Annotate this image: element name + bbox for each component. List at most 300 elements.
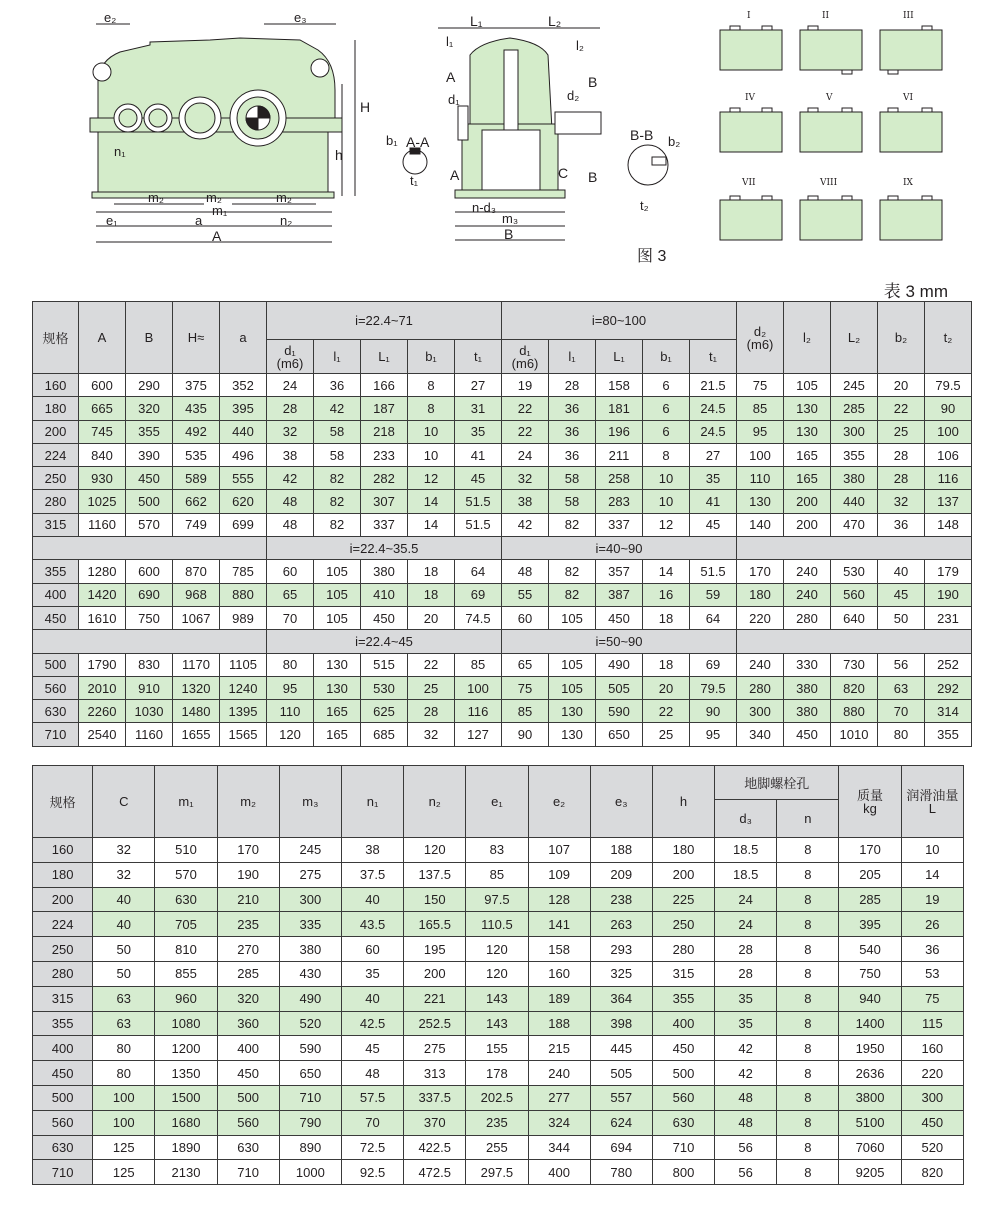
table-cell: 75: [737, 374, 784, 397]
table-cell: 8: [777, 912, 839, 937]
table-row: [33, 467, 972, 490]
table-cell: 6: [643, 397, 690, 420]
table-cell: 36: [314, 374, 361, 397]
header-b2: b₂: [878, 302, 925, 374]
table-cell: 330: [784, 653, 831, 676]
table-cell: 85: [737, 397, 784, 420]
table-cell: 82: [549, 513, 596, 536]
table-cell: 85: [502, 700, 549, 723]
range-header-blank: [737, 630, 972, 653]
table-cell: 82: [549, 583, 596, 606]
table-cell: 364: [590, 986, 652, 1011]
table-cell: 75: [502, 676, 549, 699]
table-cell: 10: [643, 490, 690, 513]
table-cell: 165: [314, 700, 361, 723]
table-cell: 116: [455, 700, 502, 723]
table-cell: 285: [217, 961, 279, 986]
table-cell: 730: [831, 653, 878, 676]
gearbox-drawings: [0, 0, 1000, 272]
table-row: [33, 1036, 964, 1061]
table-cell: 130: [784, 397, 831, 420]
table-cell: 63: [878, 676, 925, 699]
table-cell: 557: [590, 1085, 652, 1110]
range-header-2: i=50~90: [502, 630, 737, 653]
table-row: [33, 420, 972, 443]
dimensions-table-1: [32, 301, 972, 747]
table-cell: 6: [643, 374, 690, 397]
table-cell: 105: [549, 653, 596, 676]
table-cell: 42: [267, 467, 314, 490]
arrangement-V: [800, 93, 862, 152]
table-cell: 440: [220, 420, 267, 443]
table-cell: 56: [878, 653, 925, 676]
header-t1-r2: t₁: [690, 340, 737, 374]
table-cell: 870: [173, 560, 220, 583]
table-cell: 115: [901, 1011, 963, 1036]
table-cell: 422.5: [404, 1135, 466, 1160]
table-cell: 375: [173, 374, 220, 397]
table-cell: 450: [596, 606, 643, 629]
table-cell: 340: [737, 723, 784, 746]
table-cell: 130: [549, 723, 596, 746]
table-cell: 69: [690, 653, 737, 676]
label-B: B: [504, 226, 514, 242]
table-cell: 18: [408, 583, 455, 606]
table-cell: 48: [341, 1061, 403, 1086]
table-cell: 105: [784, 374, 831, 397]
table-cell: 490: [596, 653, 643, 676]
table-cell: 120: [466, 961, 528, 986]
table-cell: 45: [455, 467, 502, 490]
table-cell: 300: [279, 887, 341, 912]
table-cell: 555: [220, 467, 267, 490]
table-cell: 352: [220, 374, 267, 397]
table-cell: 95: [737, 420, 784, 443]
header-l2: l₂: [784, 302, 831, 374]
header-d3: d₃: [715, 800, 777, 838]
table-cell: 90: [690, 700, 737, 723]
header-d2: d₂ (m6): [737, 302, 784, 374]
table-cell: 505: [596, 676, 643, 699]
table-cell: 280: [652, 937, 714, 962]
table-cell: 337: [596, 513, 643, 536]
table-cell: 275: [279, 862, 341, 887]
table-cell: 80: [267, 653, 314, 676]
table-cell: 625: [361, 700, 408, 723]
table-row: [33, 653, 972, 676]
table-cell: 200: [784, 490, 831, 513]
table-cell: 989: [220, 606, 267, 629]
table-cell: 143: [466, 986, 528, 1011]
table-cell: 19: [502, 374, 549, 397]
table-cell: 105: [549, 676, 596, 699]
table-cell: 27: [690, 443, 737, 466]
table-row: [33, 887, 964, 912]
table-cell: 26: [901, 912, 963, 937]
table-cell: 205: [839, 862, 901, 887]
table-cell: 450: [361, 606, 408, 629]
table-cell: 749: [173, 513, 220, 536]
table-cell: 1565: [220, 723, 267, 746]
table-cell: 2540: [79, 723, 126, 746]
table-cell: 240: [784, 583, 831, 606]
table-row: [33, 961, 964, 986]
table-cell: 31: [455, 397, 502, 420]
label-n2: n₂: [280, 213, 293, 228]
table-cell: 620: [220, 490, 267, 513]
label-A-dim: A: [212, 228, 222, 244]
arrangement-IX: [880, 178, 942, 240]
table-cell: 22: [643, 700, 690, 723]
table-cell: 48: [715, 1085, 777, 1110]
table-cell: 235: [217, 912, 279, 937]
table-cell: 22: [878, 397, 925, 420]
side-view-drawing: [403, 28, 668, 240]
table-cell: 79.5: [690, 676, 737, 699]
table-cell: 50: [93, 937, 155, 962]
table-row: [33, 700, 972, 723]
table-cell: 245: [279, 838, 341, 863]
table-cell: 51.5: [690, 560, 737, 583]
header-n1: n₁: [341, 766, 403, 838]
header-h: h: [652, 766, 714, 838]
table-cell: 355: [652, 986, 714, 1011]
label-e3: e₃: [294, 10, 307, 25]
svg-text:V: V: [826, 93, 833, 103]
table-cell: 82: [314, 513, 361, 536]
table-cell: 300: [831, 420, 878, 443]
table-cell: 890: [279, 1135, 341, 1160]
table-cell: 85: [455, 653, 502, 676]
table-cell: 395: [839, 912, 901, 937]
table-cell: 8: [777, 1011, 839, 1036]
table-cell: 105: [314, 560, 361, 583]
arrangement-VII: [720, 178, 782, 240]
spec-cell: 355: [33, 1011, 93, 1036]
header-mass: 质量 kg: [839, 766, 901, 838]
label-n1: n₁: [114, 144, 126, 159]
svg-text:IX: IX: [903, 178, 913, 188]
spec-cell: 180: [33, 862, 93, 887]
table-cell: 72.5: [341, 1135, 403, 1160]
table-cell: 220: [737, 606, 784, 629]
header-b1-r2: b₁: [643, 340, 690, 374]
table-cell: 141: [528, 912, 590, 937]
table-cell: 195: [404, 937, 466, 962]
table-cell: 221: [404, 986, 466, 1011]
table-cell: 24: [715, 912, 777, 937]
table-cell: 324: [528, 1110, 590, 1135]
table-cell: 48: [502, 560, 549, 583]
spec-cell: 630: [33, 700, 79, 723]
table-cell: 250: [652, 912, 714, 937]
table-cell: 630: [155, 887, 217, 912]
table-cell: 58: [549, 490, 596, 513]
table-cell: 148: [925, 513, 972, 536]
table-cell: 48: [267, 513, 314, 536]
table-cell: 750: [126, 606, 173, 629]
table-cell: 390: [126, 443, 173, 466]
table-cell: 6: [643, 420, 690, 443]
table-cell: 435: [173, 397, 220, 420]
table-cell: 285: [831, 397, 878, 420]
table-cell: 694: [590, 1135, 652, 1160]
label-H: H: [360, 99, 371, 115]
table-cell: 79.5: [925, 374, 972, 397]
table-cell: 960: [155, 986, 217, 1011]
figure-caption: 图 3: [637, 248, 667, 265]
table-cell: 940: [839, 986, 901, 1011]
table-cell: 8: [777, 937, 839, 962]
table-cell: 90: [925, 397, 972, 420]
header-H: H≈: [173, 302, 220, 374]
table-cell: 790: [279, 1110, 341, 1135]
header-m1: m₁: [155, 766, 217, 838]
table-cell: 750: [839, 961, 901, 986]
table-cell: 570: [155, 862, 217, 887]
table-cell: 220: [901, 1061, 963, 1086]
table-cell: 25: [878, 420, 925, 443]
table-cell: 38: [267, 443, 314, 466]
table-cell: 105: [549, 606, 596, 629]
table-cell: 130: [314, 653, 361, 676]
table-cell: 170: [839, 838, 901, 863]
table-cell: 165: [784, 467, 831, 490]
label-B-upper: B: [588, 74, 598, 90]
table-cell: 170: [217, 838, 279, 863]
table-cell: 200: [784, 513, 831, 536]
spec-cell: 450: [33, 1061, 93, 1086]
table-cell: 109: [528, 862, 590, 887]
header-e2: e₂: [528, 766, 590, 838]
table-cell: 12: [408, 467, 455, 490]
table-cell: 496: [220, 443, 267, 466]
table-cell: 24: [502, 443, 549, 466]
table-cell: 710: [652, 1135, 714, 1160]
table-cell: 74.5: [455, 606, 502, 629]
table-cell: 280: [737, 676, 784, 699]
arrangement-III: [880, 11, 942, 74]
table-cell: 120: [267, 723, 314, 746]
header-e1: e₁: [466, 766, 528, 838]
table-row: [33, 1011, 964, 1036]
table-cell: 38: [341, 838, 403, 863]
table-cell: 120: [466, 937, 528, 962]
table-cell: 910: [126, 676, 173, 699]
table-cell: 120: [404, 838, 466, 863]
table-cell: 9205: [839, 1160, 901, 1185]
dimensions-table-2: [32, 765, 964, 1185]
table-cell: 48: [715, 1110, 777, 1135]
table-cell: 180: [652, 838, 714, 863]
table-cell: 535: [173, 443, 220, 466]
table-cell: 450: [652, 1036, 714, 1061]
table-cell: 28: [878, 443, 925, 466]
table-cell: 238: [590, 887, 652, 912]
header-B: B: [126, 302, 173, 374]
header-t2: t₂: [925, 302, 972, 374]
table-cell: 107: [528, 838, 590, 863]
arrangement-I: [720, 11, 782, 70]
table-cell: 45: [341, 1036, 403, 1061]
table-cell: 40: [341, 887, 403, 912]
table-caption: 表 3 mm: [883, 282, 948, 301]
table-cell: 69: [455, 583, 502, 606]
table-cell: 22: [408, 653, 455, 676]
svg-text:IV: IV: [745, 93, 756, 103]
spec-cell: 200: [33, 887, 93, 912]
table-row: [33, 583, 972, 606]
table-cell: 1010: [831, 723, 878, 746]
table-cell: 56: [715, 1135, 777, 1160]
table-row: [33, 912, 964, 937]
table-cell: 42: [715, 1036, 777, 1061]
table-cell: 45: [878, 583, 925, 606]
table-cell: 75: [901, 986, 963, 1011]
table-cell: 280: [784, 606, 831, 629]
table-cell: 36: [549, 443, 596, 466]
table-cell: 1080: [155, 1011, 217, 1036]
table-cell: 380: [784, 676, 831, 699]
spec-cell: 710: [33, 1160, 93, 1185]
table-cell: 662: [173, 490, 220, 513]
table-cell: 40: [93, 887, 155, 912]
table-cell: 200: [652, 862, 714, 887]
table-row: [33, 937, 964, 962]
header-d1-r1: d₁ (m6): [267, 340, 314, 374]
table-cell: 1655: [173, 723, 220, 746]
table-row: [33, 1085, 964, 1110]
table-cell: 395: [220, 397, 267, 420]
table-cell: 28: [878, 467, 925, 490]
table-cell: 82: [314, 490, 361, 513]
table-cell: 7060: [839, 1135, 901, 1160]
table-cell: 80: [93, 1036, 155, 1061]
table-cell: 51.5: [455, 490, 502, 513]
table-cell: 8: [777, 1085, 839, 1110]
table-cell: 160: [901, 1036, 963, 1061]
table-cell: 82: [549, 560, 596, 583]
table-cell: 1790: [79, 653, 126, 676]
label-e2: e₂: [104, 10, 117, 25]
table-cell: 187: [361, 397, 408, 420]
table-row: [33, 1110, 964, 1135]
table-cell: 20: [408, 606, 455, 629]
table-cell: 282: [361, 467, 408, 490]
table-cell: 589: [173, 467, 220, 490]
label-t1: t₁: [410, 173, 418, 188]
table-cell: 8: [777, 1110, 839, 1135]
table-cell: 202.5: [466, 1085, 528, 1110]
table-cell: 263: [590, 912, 652, 937]
table-cell: 320: [126, 397, 173, 420]
table-cell: 189: [528, 986, 590, 1011]
table-cell: 8: [408, 397, 455, 420]
table-1-body: [33, 374, 972, 747]
table-cell: 380: [784, 700, 831, 723]
table-cell: 32: [267, 420, 314, 443]
header-A: A: [79, 302, 126, 374]
table-cell: 106: [925, 443, 972, 466]
header-range-2: i=80~100: [502, 302, 737, 340]
table-cell: 355: [925, 723, 972, 746]
table-cell: 440: [831, 490, 878, 513]
table-cell: 520: [279, 1011, 341, 1036]
table-cell: 36: [901, 937, 963, 962]
table-cell: 130: [784, 420, 831, 443]
table-cell: 27: [455, 374, 502, 397]
table-cell: 650: [279, 1061, 341, 1086]
table-cell: 28: [549, 374, 596, 397]
table-cell: 110: [737, 467, 784, 490]
label-h: h: [335, 147, 343, 163]
label-l2: l₂: [576, 38, 584, 53]
table-cell: 2010: [79, 676, 126, 699]
table-cell: 37.5: [341, 862, 403, 887]
table-cell: 22: [502, 420, 549, 443]
table-cell: 14: [643, 560, 690, 583]
table-cell: 820: [831, 676, 878, 699]
table-cell: 8: [777, 961, 839, 986]
table-cell: 400: [217, 1036, 279, 1061]
label-m2-mid: m₂: [206, 190, 222, 205]
table-cell: 930: [79, 467, 126, 490]
table-cell: 400: [652, 1011, 714, 1036]
table-cell: 2130: [155, 1160, 217, 1185]
table-cell: 85: [466, 862, 528, 887]
spec-cell: 200: [33, 420, 79, 443]
table-cell: 320: [217, 986, 279, 1011]
table-row: [33, 838, 964, 863]
table-cell: 337.5: [404, 1085, 466, 1110]
table-cell: 12: [643, 513, 690, 536]
table-cell: 43.5: [341, 912, 403, 937]
table-cell: 155: [466, 1036, 528, 1061]
table-cell: 785: [220, 560, 267, 583]
header-n2: n₂: [404, 766, 466, 838]
table-cell: 1480: [173, 700, 220, 723]
table-cell: 24.5: [690, 420, 737, 443]
table-cell: 24.5: [690, 397, 737, 420]
table-cell: 70: [878, 700, 925, 723]
table-cell: 1500: [155, 1085, 217, 1110]
table-cell: 450: [784, 723, 831, 746]
table-cell: 10: [643, 467, 690, 490]
svg-text:III: III: [903, 11, 914, 21]
header-oil: 润滑油量 L: [901, 766, 963, 838]
table-cell: 21.5: [690, 374, 737, 397]
spec-cell: 450: [33, 606, 79, 629]
table-cell: 1320: [173, 676, 220, 699]
table-cell: 231: [925, 606, 972, 629]
table-cell: 283: [596, 490, 643, 513]
spec-cell: 224: [33, 912, 93, 937]
label-L2: L₂: [548, 13, 562, 29]
arrangement-VI: [880, 93, 942, 152]
table-cell: 181: [596, 397, 643, 420]
table-cell: 209: [590, 862, 652, 887]
table-cell: 8: [777, 862, 839, 887]
table-cell: 1105: [220, 653, 267, 676]
table-cell: 16: [643, 583, 690, 606]
table-row: [33, 862, 964, 887]
table-cell: 355: [831, 443, 878, 466]
table-cell: 590: [596, 700, 643, 723]
table-cell: 100: [93, 1085, 155, 1110]
table-cell: 2260: [79, 700, 126, 723]
table-cell: 337: [361, 513, 408, 536]
table-cell: 110.5: [466, 912, 528, 937]
